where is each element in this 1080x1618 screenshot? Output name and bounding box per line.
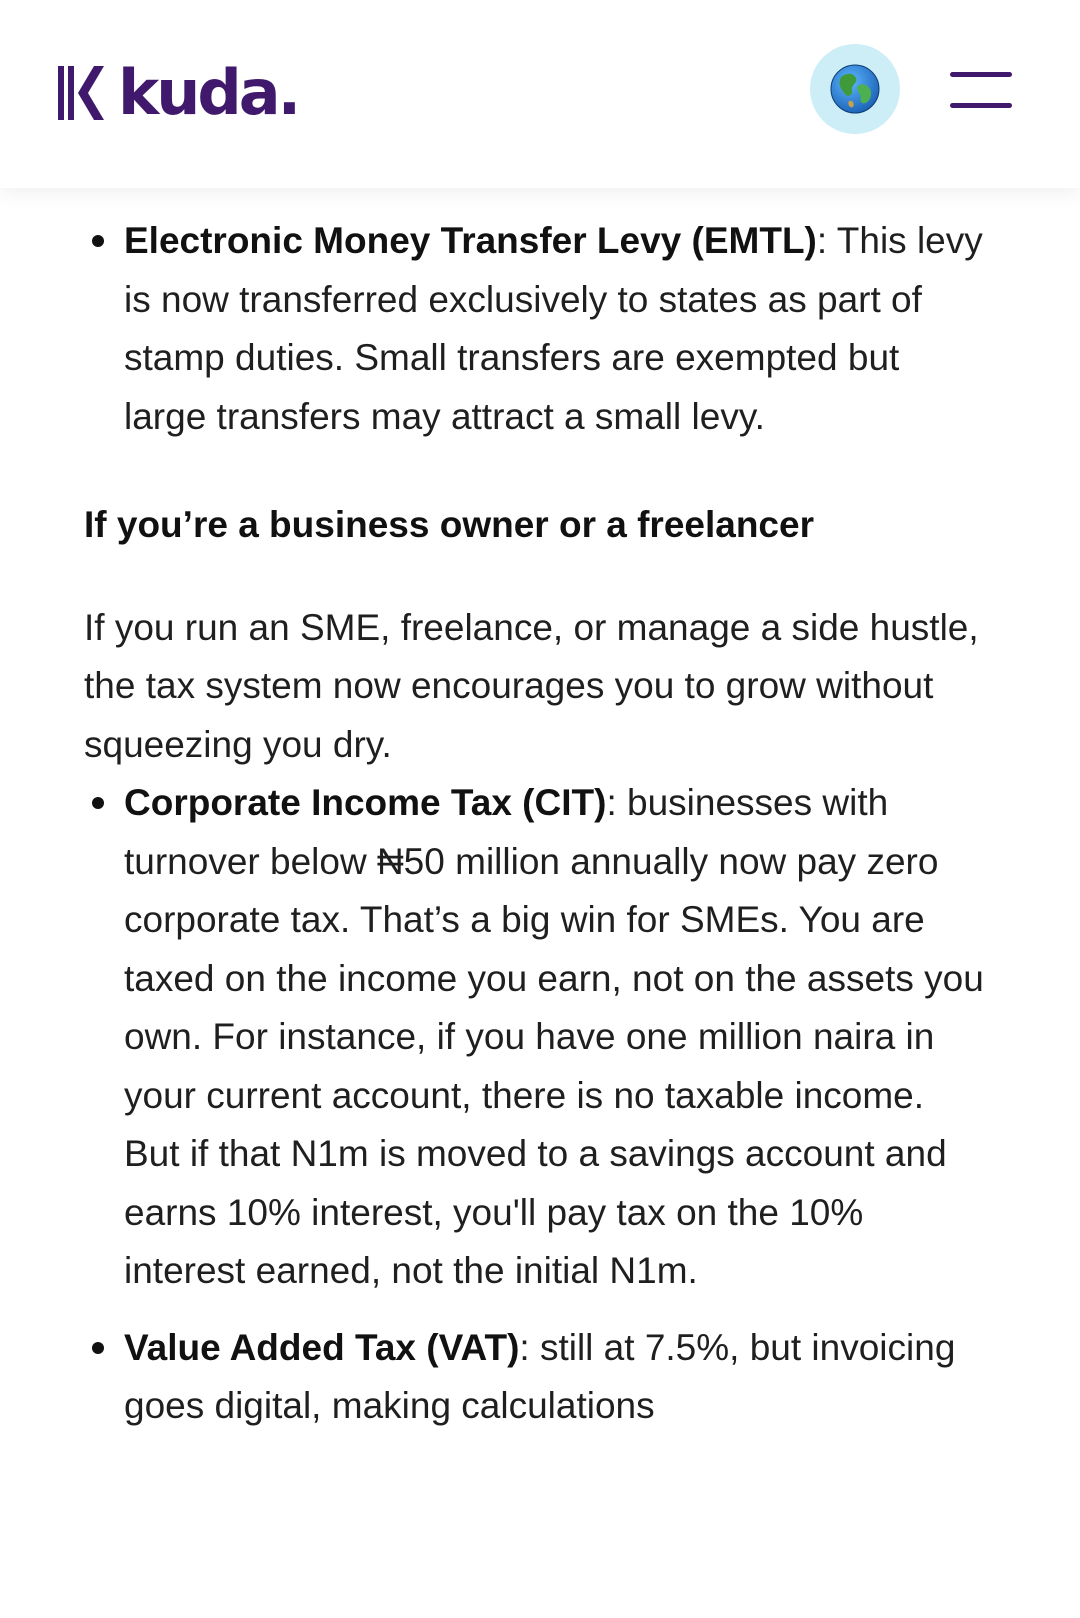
article-content <box>0 188 1080 1618</box>
menu-line-top <box>950 72 1012 77</box>
language-globe-button[interactable] <box>810 44 900 134</box>
bullet-icon <box>92 1342 104 1354</box>
vat-term: Value Added Tax (VAT) <box>124 1326 520 1368</box>
kuda-k-mark-icon <box>58 66 104 120</box>
business-tax-list <box>84 774 984 1436</box>
vat-text: : still at 7.5%, but invoicing goes digital, making calculations <box>124 1326 956 1426</box>
list-item-emtl <box>84 212 984 446</box>
business-intro-paragraph: If you run an SME, freelance, or manage a side hustle, the tax system now encourages you to grow without squeezing you dry. <box>84 606 979 765</box>
article-body <box>84 212 984 1436</box>
list-item-cit <box>84 774 984 1301</box>
menu-line-bottom <box>950 103 1012 108</box>
bullet-icon <box>92 235 104 247</box>
emtl-term: Electronic Money Transfer Levy (EMTL) <box>124 220 817 261</box>
globe-icon <box>829 63 881 115</box>
site-header <box>0 0 1080 188</box>
cit-term: Corporate Income Tax (CIT) <box>124 782 607 823</box>
list-item-vat <box>84 1319 984 1436</box>
logo-text: kuda. <box>118 56 299 129</box>
cit-text: : businesses with turnover below ₦50 million annually now pay zero corporate tax. That’s a big win for SMEs. You are taxed on the income you earn, not on the assets you own. For instance, if you have one million naira in your current account, there is no taxable income. But if that N1m is moved to a savings account and earns 10% interest, you'll pay tax on the 10% interest earned, not the initial N1m. <box>124 782 984 1291</box>
emtl-text: : This levy is now transferred exclusively to states as part of stamp duties. Small transfers are exempted but large transfers may attract a small levy. <box>124 220 983 437</box>
bullet-icon <box>92 797 104 809</box>
section-heading-business: If you’re a business owner or a freelancer <box>84 504 814 545</box>
kuda-logo[interactable] <box>58 56 299 129</box>
individual-tax-list <box>84 212 984 446</box>
hamburger-menu-button[interactable] <box>950 72 1012 108</box>
